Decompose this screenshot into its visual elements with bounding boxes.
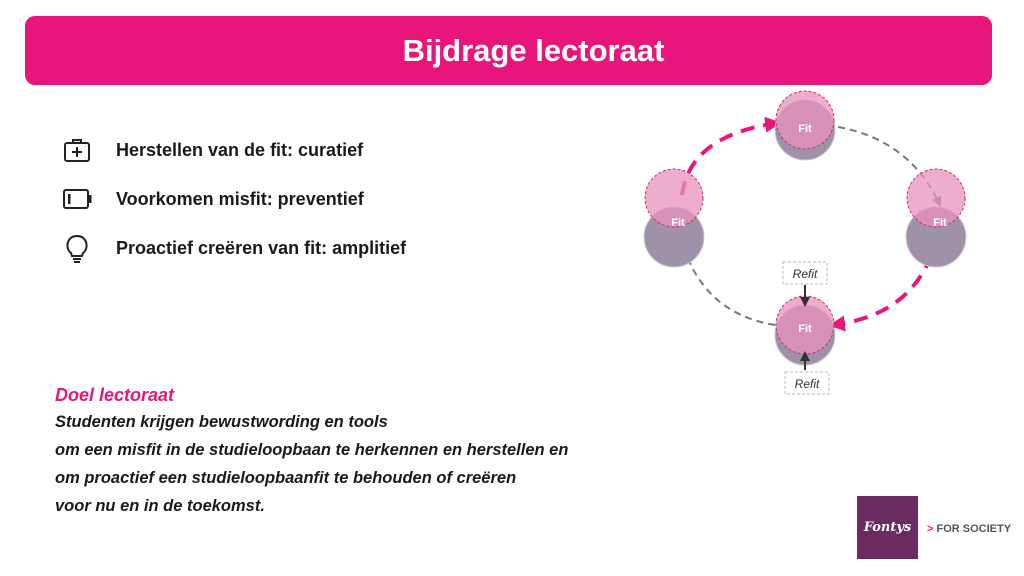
fit-cycle-diagram: [620, 85, 1000, 415]
goal-line: om een misfit in de studieloopbaan te herkennen en herstellen en: [55, 441, 569, 459]
node-label: Fit: [671, 217, 685, 229]
tagline: [927, 523, 1011, 535]
fit-node-top: [775, 91, 835, 160]
bullet-item-curatief: [62, 134, 582, 168]
tagline-text: FOR SOCIETY: [936, 523, 1012, 535]
bullet-text: Proactief creëren van fit: amplitief: [116, 238, 407, 258]
bullet-item-preventief: [62, 183, 582, 217]
first-aid-kit-icon: [62, 134, 92, 168]
refit-text: Refit: [794, 377, 820, 391]
logo-wordmark: Fontys: [863, 520, 912, 535]
bullet-item-amplitief: [62, 232, 582, 266]
goal-section: [55, 382, 655, 520]
refit-text: Refit: [792, 267, 818, 281]
goal-line: voor nu en in de toekomst.: [55, 497, 265, 515]
goal-line: om proactief een studieloopbaanfit te behouden of creëren: [55, 469, 517, 487]
refit-label-bottom: [785, 372, 829, 394]
goal-heading: Doel lectoraat: [55, 385, 175, 405]
fit-node-right: [906, 169, 966, 267]
lightbulb-icon: [62, 232, 92, 266]
bullet-text: Voorkomen misfit: preventief: [116, 189, 364, 209]
refit-label-top: [783, 262, 827, 284]
fontys-logo: [857, 496, 918, 559]
bullet-text: Herstellen van de fit: curatief: [116, 140, 364, 160]
title-bar: [25, 16, 992, 85]
node-label: Fit: [933, 217, 947, 229]
node-label: Fit: [798, 323, 812, 335]
node-label: Fit: [798, 123, 812, 135]
battery-icon: [62, 183, 92, 217]
goal-line: Studenten krijgen bewustwording en tools: [55, 413, 388, 431]
page-title: Bijdrage lectoraat: [402, 32, 665, 68]
fit-node-left: [644, 169, 704, 267]
tagline-arrow: >: [927, 523, 934, 535]
